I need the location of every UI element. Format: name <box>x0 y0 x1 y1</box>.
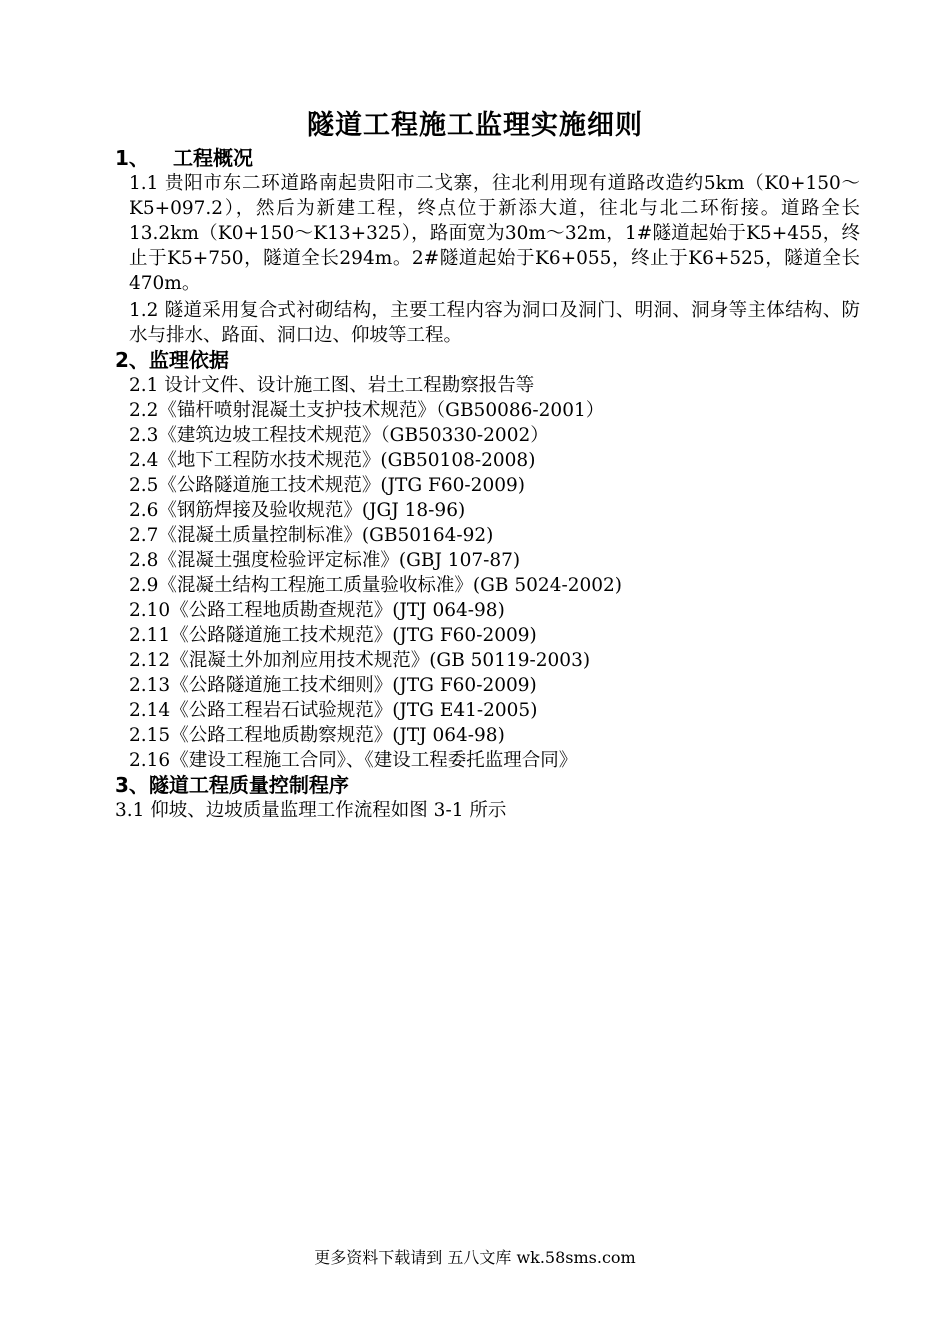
paragraph-1-2: 1.2 隧道采用复合式衬砌结构，主要工程内容为洞口及洞门、明洞、洞身等主体结构、防水与排水、路面、洞口边、仰坡等工程。 <box>129 300 860 346</box>
section-1-title: 工程概况 <box>173 146 253 170</box>
reference-item: 2.1 设计文件、设计施工图、岩土工程勘察报告等 <box>129 375 535 396</box>
document-body <box>115 146 860 823</box>
footer-note: 更多资料下载请到 五八文库 wk.58sms.com <box>314 1248 636 1267</box>
reference-item: 2.6《钢筋焊接及验收规范》(JGJ 18-96) <box>129 500 466 521</box>
reference-item: 2.16《建设工程施工合同》、《建设工程委托监理合同》 <box>129 750 578 771</box>
reference-item: 2.14《公路工程岩石试验规范》(JTG E41-2005) <box>129 700 538 721</box>
reference-item: 2.12《混凝土外加剂应用技术规范》(GB 50119-2003) <box>129 650 591 671</box>
paragraph-1-1: 1.1 贵阳市东二环道路南起贵阳市二戈寨，往北利用现有道路改造约5km（K0+150～K5+097.2），然后为新建工程，终点位于新添大道，往北与北二环衔接。道路全长13.2km（K0+150～K13+325），路面宽为30m～32m，1#隧道起始于K5+455，终止于K5+750，隧道全长294m。2#隧道起始于K6+055，终止于K6+525，隧道全长470m。 <box>129 173 860 294</box>
reference-item: 2.13《公路隧道施工技术细则》(JTG F60-2009) <box>129 675 537 696</box>
reference-list <box>115 373 860 773</box>
section-2-heading: 2、监理依据 <box>115 348 229 372</box>
reference-item: 2.3《建筑边坡工程技术规范》（GB50330-2002） <box>129 425 549 446</box>
reference-item: 2.15《公路工程地质勘察规范》(JTJ 064-98) <box>129 725 505 746</box>
section-1-number: 1、 <box>115 146 149 170</box>
section-3-heading: 3、隧道工程质量控制程序 <box>115 773 349 797</box>
reference-item: 2.2《锚杆喷射混凝土支护技术规范》（GB50086-2001） <box>129 400 605 421</box>
reference-item: 2.7《混凝土质量控制标准》(GB50164-92) <box>129 525 494 546</box>
reference-item: 2.4《地下工程防水技术规范》(GB50108-2008) <box>129 450 536 471</box>
paragraph-3-1: 3.1 仰坡、边坡质量监理工作流程如图 3-1 所示 <box>115 800 507 821</box>
section-1-heading <box>115 146 860 171</box>
document-title: 隧道工程施工监理实施细则 <box>307 110 643 141</box>
reference-item: 2.9《混凝土结构工程施工质量验收标准》(GB 5024-2002) <box>129 575 623 596</box>
reference-item: 2.5《公路隧道施工技术规范》(JTG F60-2009) <box>129 475 525 496</box>
reference-item: 2.10《公路工程地质勘查规范》(JTJ 064-98) <box>129 600 505 621</box>
reference-item: 2.8《混凝土强度检验评定标准》(GBJ 107-87) <box>129 550 521 571</box>
reference-item: 2.11《公路隧道施工技术规范》(JTG F60-2009) <box>129 625 537 646</box>
